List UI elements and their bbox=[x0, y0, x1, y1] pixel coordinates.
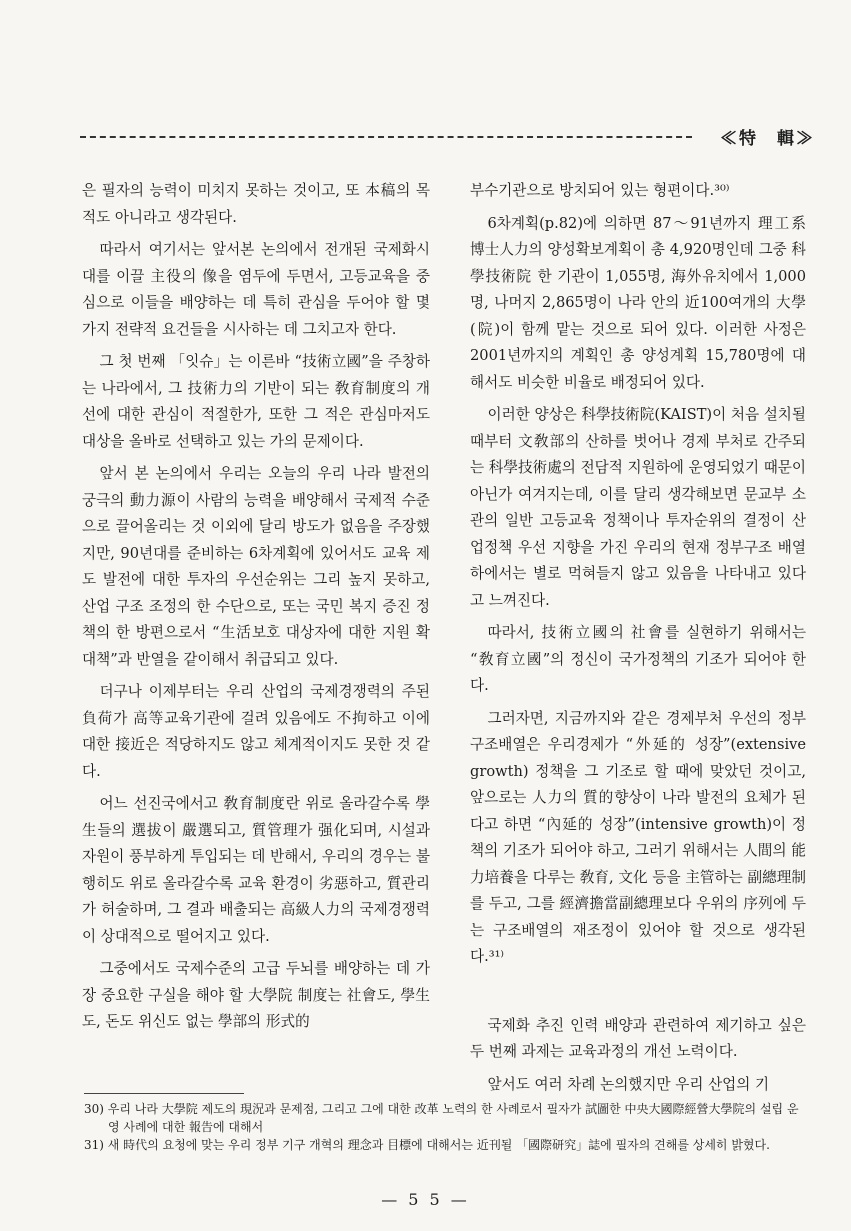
footnote-31: 31) 새 時代의 요청에 맞는 우리 정부 기구 개혁의 理念과 目標에 대해서는 近刊될 「國際研究」誌에 필자의 견해를 상세히 밝혔다. bbox=[84, 1138, 770, 1152]
header-dashed-rule bbox=[80, 136, 692, 138]
paragraph: 앞서 본 논의에서 우리는 오늘의 우리 나라 발전의 궁극의 動力源이 사람의 능력을 배양해서 국제적 수준으로 끌어올리는 것 이외에 달리 방도가 없음을 주장했지만, 90년대를 준비하는 6차계획에 있어서도 교육 제도 발전에 대한 투자의 우선순위는 그리 높지 못하고, 산업 구조 조정의 한 수단으로, 또는 국민 복지 증진 정책의 한 방편으로서 “生活보호 대상자에 대한 지원 확대책”과 반열을 같이해서 취급되고 있다. bbox=[82, 465, 430, 668]
paragraph: 은 필자의 능력이 미치지 못하는 것이고, 또 本稿의 목적도 아니라고 생각된다. bbox=[82, 182, 430, 226]
footnote-rule bbox=[84, 1093, 244, 1094]
footnotes bbox=[84, 1100, 806, 1154]
page-number: — 5 5 — bbox=[381, 1190, 470, 1209]
paragraph: 이러한 양상은 科學技術院(KAIST)이 처음 설치될 때부터 文敎部의 산하를 벗어나 경제 부처로 간주되는 科學技術處의 전담적 지원하에 운영되었기 때문이 아닌가 여겨지는데, 이를 달리 생각해보면 문교부 소관의 일반 고등교육 정책이나 투자순위의 결정이 산업정책 우선 지향을 가진 우리의 현재 정부구조 배열하에서는 별로 먹혀들지 않고 있음을 나타내고 있다고 느껴진다. bbox=[470, 406, 806, 609]
paragraph: 부수기관으로 방치되어 있는 형편이다.³⁰⁾ bbox=[470, 182, 730, 199]
paragraph: 앞서도 여러 차례 논의했지만 우리 산업의 기 bbox=[487, 1075, 770, 1093]
right-column bbox=[470, 178, 806, 1104]
paragraph: 따라서, 技術立國의 社會를 실현하기 위해서는 “敎育立國”의 정신이 국가정책의 기조가 되어야 한다. bbox=[470, 624, 806, 694]
paragraph: 그중에서도 국제수준의 고급 두뇌를 배양하는 데 가장 중요한 구실을 해야 할 大學院 制度는 社會도, 學生도, 돈도 위신도 없는 學部의 形式的 bbox=[82, 960, 430, 1030]
section-tag: ≪特 輯≫ bbox=[720, 129, 815, 149]
paragraph: 6차계획(p.82)에 의하면 87～91년까지 理工系 博士人力의 양성확보계획이 총 4,920명인데 그중 科學技術院 한 기관이 1,055명, 海外유치에서 1,000명, 나머지 2,865명이 나라 안의 近100여개의 大學(院)이 함께 맡는 것으로 되어 있다. 이러한 사정은 2001년까지의 계획인 총 양성계획 15,780명에 대해서도 비슷한 비율로 배정되어 있다. bbox=[470, 214, 806, 391]
paragraph: 따라서 여기서는 앞서본 논의에서 전개된 국제화시대를 이끌 主役의 像을 염두에 두면서, 고등교육을 중심으로 이들을 배양하는 데 특히 관심을 두어야 할 몇 가지 전략적 요건들을 시사하는 데 그치고자 한다. bbox=[82, 241, 430, 338]
paragraph: 어느 선진국에서고 敎育制度란 위로 올라갈수록 學生들의 選拔이 嚴選되고, 質管理가 强化되며, 시설과 자원이 풍부하게 투입되는 데 반해서, 우리의 경우는 불행히도 위로 올라갈수록 교육 환경이 劣惡하고, 質관리가 허술하며, 그 결과 배출되는 高級人力의 국제경쟁력이 상대적으로 떨어지고 있다. bbox=[82, 795, 430, 945]
section-gap bbox=[470, 977, 806, 1013]
paragraph: 그러자면, 지금까지와 같은 경제부처 우선의 정부구조배열은 우리경제가 “外延的 성장”(extensive growth) 정책을 그 기조로 할 때에 맞았던 것이고, 앞으로는 人力의 質的향상이 나라 발전의 요체가 된다고 하면 “內延的 성장”(intensive growth)이 정책의 기조가 되어야 하고, 그러기 위해서는 人間의 能力培養을 다루는 敎育, 文化 등을 主管하는 副總理制를 두고, 그를 經濟擔當副總理보다 우위의 序列에 두는 구조배열의 재조정이 있어야 할 것으로 생각된다.³¹⁾ bbox=[470, 709, 806, 965]
paragraph: 그 첫 번째 「잇슈」는 이른바 “技術立國”을 주창하는 나라에서, 그 技術力의 기반이 되는 敎育制度의 개선에 대한 관심이 적절한가, 또한 그 적은 관심마저도 대상을 올바로 선택하고 있는 가의 문제이다. bbox=[82, 353, 430, 450]
left-column bbox=[82, 178, 430, 1042]
paragraph: 국제화 추진 인력 배양과 관련하여 제기하고 싶은 두 번째 과제는 교육과정의 개선 노력이다. bbox=[470, 1016, 806, 1060]
footnote-30: 30) 우리 나라 大學院 제도의 現況과 문제점, 그리고 그에 대한 改革 노력의 한 사례로서 필자가 試圖한 中央大國際經營大學院의 설립 운영 사례에 대한 報告에 대해서 bbox=[84, 1102, 799, 1134]
paragraph: 더구나 이제부터는 우리 산업의 국제경쟁력의 주된 負荷가 高等교육기관에 걸려 있음에도 不拘하고 이에 대한 接近은 적당하지도 않고 체계적이지도 못한 것 같다. bbox=[82, 683, 430, 780]
